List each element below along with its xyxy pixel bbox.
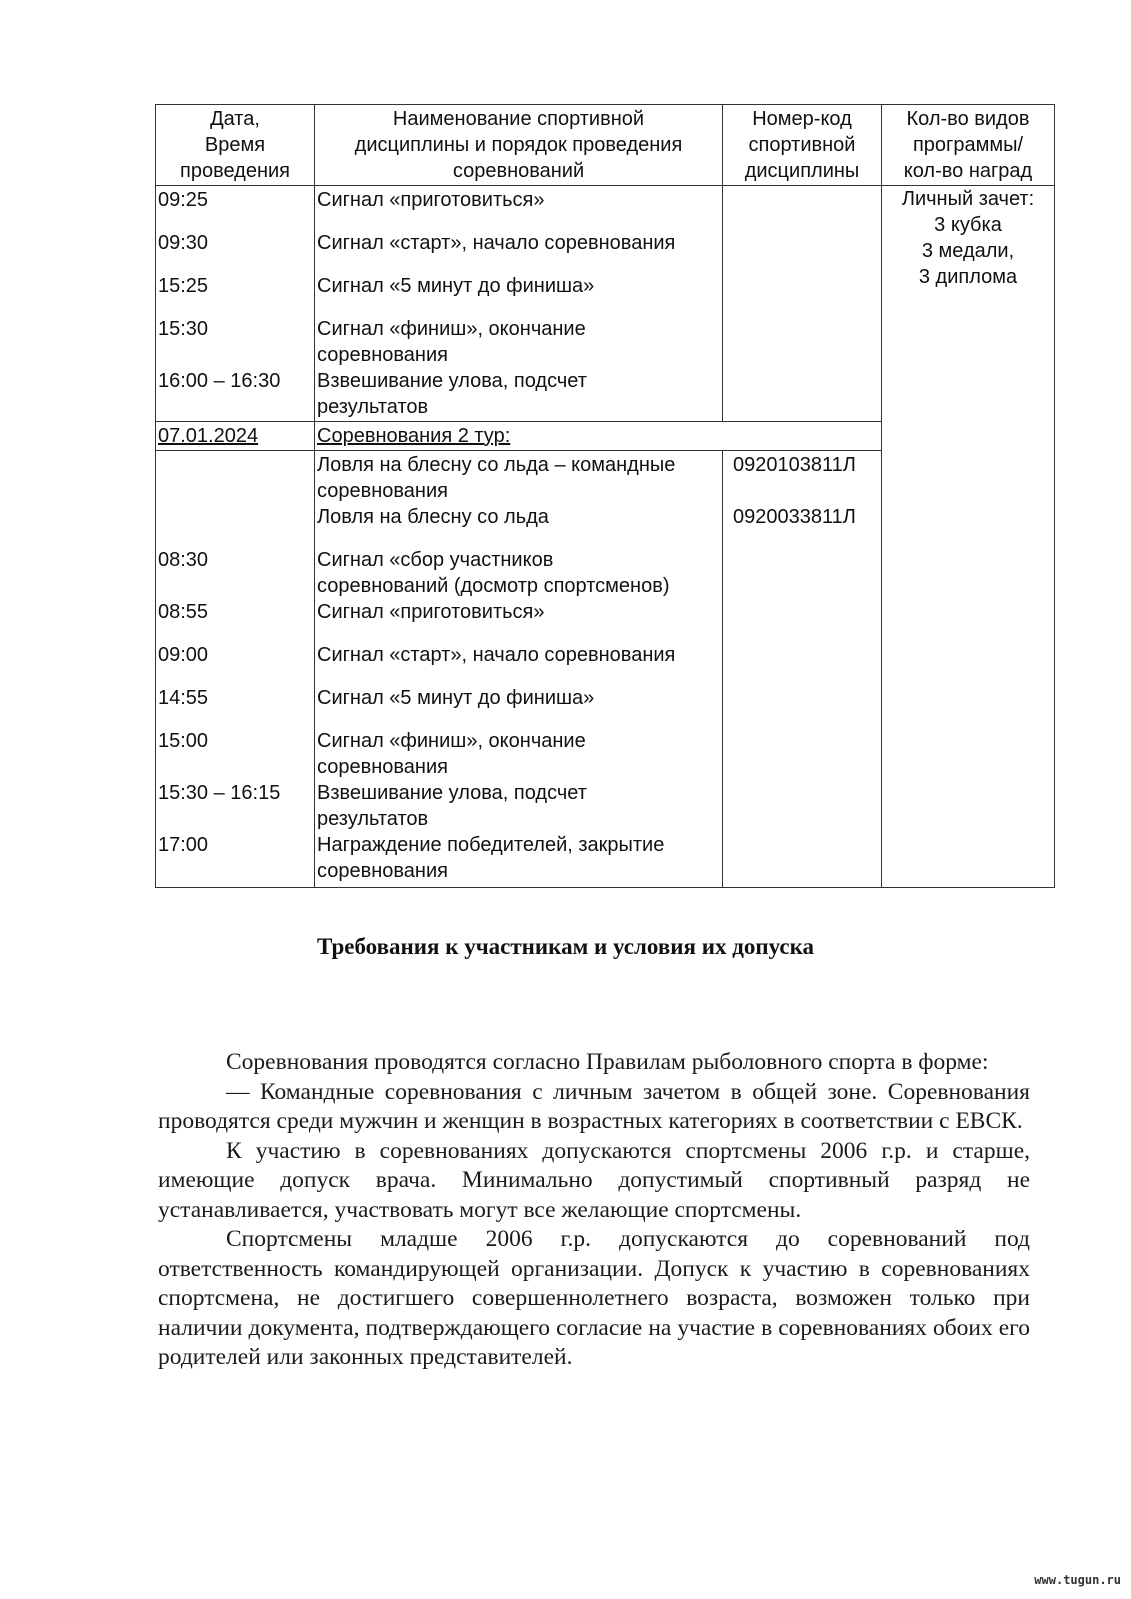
event-text: Сигнал «5 минут до финиша»: [317, 275, 595, 297]
time-value: 16:00 – 16:30: [158, 370, 281, 392]
awards-line: 3 кубка: [934, 214, 1002, 236]
time-value: 15:30 – 16:15: [158, 782, 281, 804]
section-date: 07.01.2024: [158, 425, 259, 447]
header-date-time: Дата, Время проведения: [156, 105, 315, 186]
awards-line: 3 диплома: [918, 266, 1018, 288]
time-value: 15:25: [158, 275, 209, 297]
events-cell: [315, 186, 723, 422]
discipline-name: Ловля на блесну со льда – командные: [317, 454, 676, 476]
event-text: Сигнал «старт», начало соревнования: [317, 232, 676, 254]
watermark-text: www.tugun.ru: [1034, 1573, 1121, 1587]
event-text: Сигнал «5 минут до финиша»: [317, 687, 595, 709]
events-cell: [315, 451, 723, 888]
header-discipline-code: Номер-код спортивной дисциплины: [723, 105, 882, 186]
time-value: 09:30: [158, 232, 209, 254]
paragraph: К участию в соревнованиях допускаются спортсмены 2006 г.р. и старше, имеющие допуск врача. Минимально допустимый спортивный разряд не устанавливается, участвовать могут все желающие спортсмены.: [158, 1137, 1030, 1223]
awards-cell: [882, 186, 1055, 888]
time-value: 15:00: [158, 730, 209, 752]
time-value: 08:30: [158, 549, 209, 571]
section-heading: Требования к участникам и условия их допуска: [316, 934, 814, 959]
code-cell: [723, 186, 882, 422]
event-text: соревнования: [317, 344, 448, 366]
section-date-cell: [156, 422, 315, 451]
event-text: Сигнал «приготовиться»: [317, 189, 545, 211]
header-awards-count: Кол-во видов программы/ кол-во наград: [882, 105, 1055, 186]
discipline-name: соревнования: [317, 480, 448, 502]
section-label: Соревнования 2 тур:: [317, 425, 511, 447]
event-text: Сигнал «финиш», окончание: [317, 730, 586, 752]
table-row: [156, 186, 1055, 422]
event-text: Взвешивание улова, подсчет: [317, 782, 587, 804]
discipline-name: Ловля на блесну со льда: [317, 506, 549, 528]
time-value: 14:55: [158, 687, 209, 709]
times-cell: [156, 186, 315, 422]
time-value: 09:00: [158, 644, 209, 666]
body-text: [158, 1048, 1030, 1373]
event-text: Сигнал «старт», начало соревнования: [317, 644, 676, 666]
section-label-cell: [315, 422, 882, 451]
discipline-code: 0920033811Л: [733, 506, 856, 528]
awards-line: 3 медали,: [921, 240, 1015, 262]
event-text: соревнования: [317, 756, 448, 778]
time-value: 17:00: [158, 834, 209, 856]
event-text: Сигнал «приготовиться»: [317, 601, 545, 623]
paragraph: Соревнования проводятся согласно Правилам рыболовного спорта в форме:: [226, 1049, 989, 1075]
times-cell: [156, 451, 315, 888]
time-value: 09:25: [158, 189, 209, 211]
time-value: 08:55: [158, 601, 209, 623]
schedule-table: [155, 104, 1055, 888]
awards-line: Личный зачет:: [901, 188, 1035, 210]
time-value: 15:30: [158, 318, 209, 340]
event-text: результатов: [317, 396, 429, 418]
event-text: соревнований (досмотр спортсменов): [317, 575, 670, 597]
event-text: результатов: [317, 808, 429, 830]
paragraph: — Командные соревнования с личным зачетом в общей зоне. Соревнования проводятся среди мужчин и женщин в возрастных категориях в соответствии с ЕВСК.: [158, 1078, 1030, 1134]
event-text: соревнования: [317, 860, 448, 882]
code-cell: [723, 451, 882, 888]
table-header-row: [156, 105, 1055, 186]
event-text: Взвешивание улова, подсчет: [317, 370, 587, 392]
discipline-code: 0920103811Л: [733, 454, 856, 476]
event-text: Сигнал «сбор участников: [317, 549, 554, 571]
event-text: Сигнал «финиш», окончание: [317, 318, 586, 340]
event-text: Награждение победителей, закрытие: [317, 834, 665, 856]
paragraph: Спортсмены младше 2006 г.р. допускаются до соревнований под ответственность командирующей организации. Допуск к участию в соревнованиях спортсмена, не достигшего совершеннолетнего возраста, возможен только при наличии документа, подтверждающего согласие на участие в соревнованиях обоих его родителей или законных представителей.: [158, 1226, 1030, 1370]
header-discipline-name: Наименование спортивной дисциплины и порядок проведения соревнований: [315, 105, 723, 186]
